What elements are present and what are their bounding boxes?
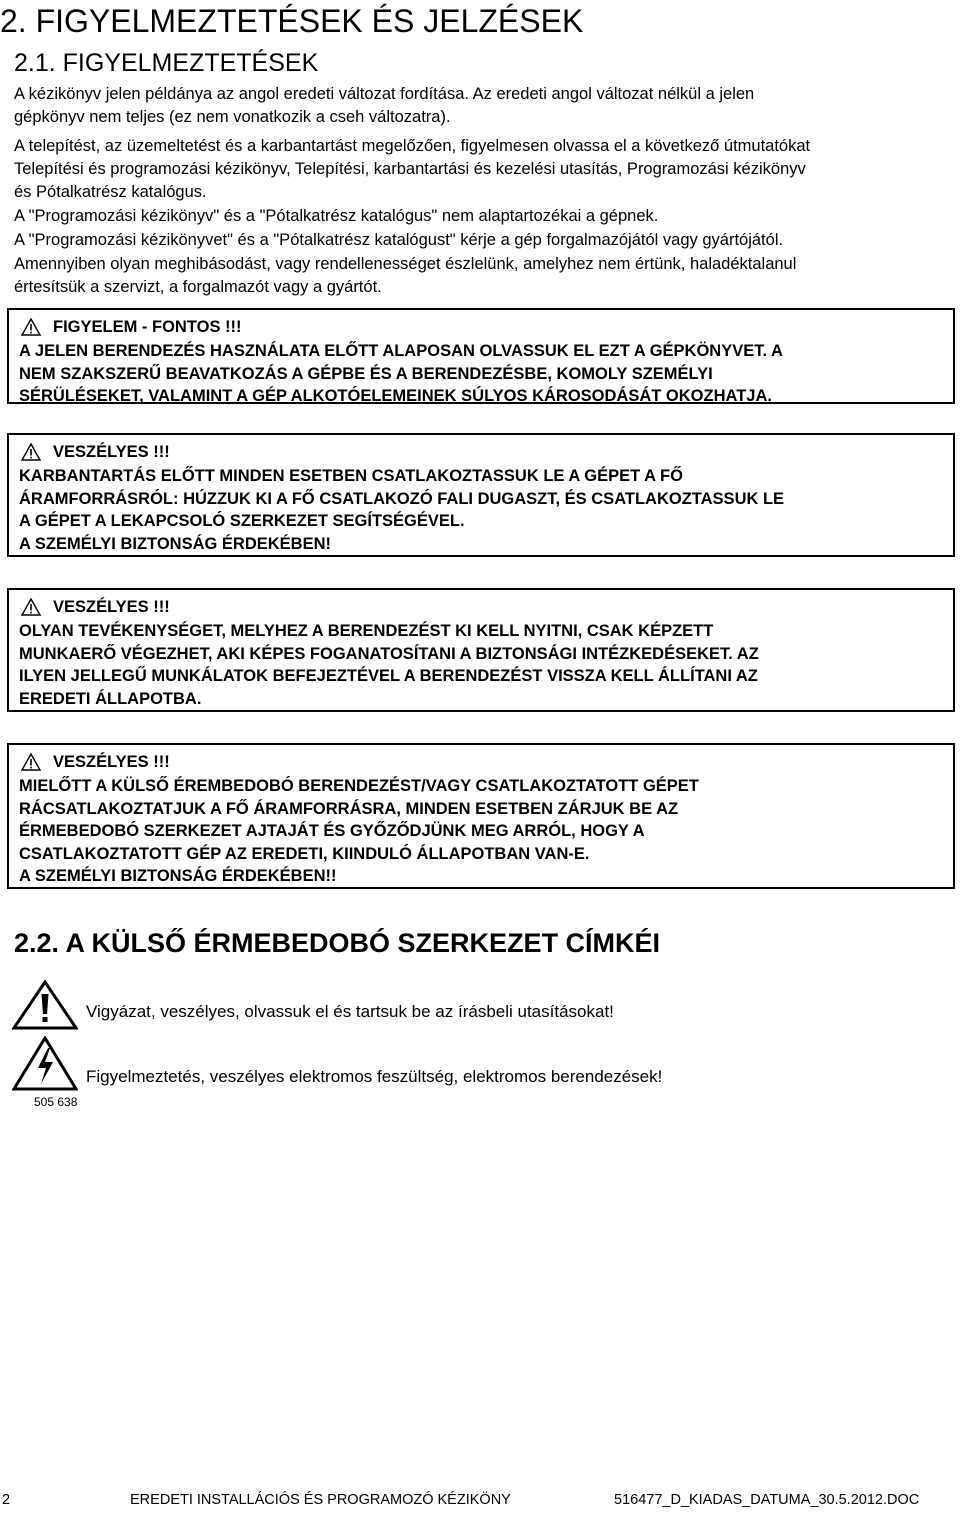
warning-line: OLYAN TEVÉKENYSÉGET, MELYHEZ A BERENDEZÉST KI KELL NYITNI, CSAK KÉPZETT	[19, 622, 714, 640]
warning-line: RÁCSATLAKOZTATJUK A FŐ ÁRAMFORRÁSRA, MINDEN ESETBEN ZÁRJUK BE AZ	[19, 799, 679, 818]
intro-line: A "Programozási kézikönyv" és a "Pótalkatrész katalógus" nem alaptartozékai a gépnek.	[14, 207, 659, 225]
warning-triangle-icon	[21, 443, 41, 461]
intro-line: A "Programozási kézikönyvet" és a "Pótalkatrész katalógust" kérje a gép forgalmazójától vagy gyártójától.	[14, 231, 784, 249]
label-part-number: 505 638	[34, 1095, 78, 1109]
intro-line: gépkönyv nem teljes (ez nem vonatkozik a cseh változatra).	[14, 108, 451, 126]
electric-hazard-icon	[12, 1036, 78, 1092]
warning-title: VESZÉLYES !!!	[53, 752, 170, 771]
warning-title: FIGYELEM - FONTOS !!!	[53, 317, 242, 336]
warning-line: ILYEN JELLEGŰ MUNKÁLATOK BEFEJEZTÉVEL A BERENDEZÉST VISSZA KELL ÁLLÍTANI AZ	[19, 667, 758, 685]
section-heading-2-1: 2.1. FIGYELMEZTETÉSEK	[14, 49, 319, 77]
warning-line: KARBANTARTÁS ELŐTT MINDEN ESETBEN CSATLAKOZTASSUK LE A GÉPET A FŐ	[19, 467, 683, 485]
intro-line: értesítsük a szervizt, a forgalmazót vagy a gyártót.	[14, 278, 382, 296]
warning-triangle-icon	[21, 598, 41, 616]
warning-triangle-icon	[12, 980, 78, 1030]
warning-line: ÁRAMFORRÁSRÓL: HÚZZUK KI A FŐ CSATLAKOZÓ FALI DUGASZT, ÉS CSATLAKOZTASSUK LE	[19, 489, 785, 508]
warning-box-danger	[7, 588, 955, 712]
warning-triangle-icon	[21, 753, 41, 771]
intro-line: és Pótalkatrész katalógus.	[14, 183, 207, 201]
warning-line: SÉRÜLÉSEKET, VALAMINT A GÉP ALKOTÓELEMEINEK SÚLYOS KÁROSODÁSÁT OKOZHATJA.	[19, 387, 772, 405]
warning-line: ÉRMEBEDOBÓ SZERKEZET AJTAJÁT ÉS GYŐZŐDJÜNK MEG ARRÓL, HOGY A	[19, 822, 645, 840]
intro-line: A telepítést, az üzemeltetést és a karbantartást megelőzően, figyelmesen olvassa el a következő útmutatókat	[14, 137, 811, 155]
warning-title: VESZÉLYES !!!	[53, 597, 170, 616]
section-heading-2-2: 2.2. A KÜLSŐ ÉRMEBEDOBÓ SZERKEZET CÍMKÉI	[14, 928, 661, 958]
intro-line: Telepítési és programozási kézikönyv, Telepítési, karbantartási és kezelési utasítás, Programozási kézikönyv	[14, 160, 806, 178]
warning-title: VESZÉLYES !!!	[53, 442, 170, 461]
warning-line: A JELEN BERENDEZÉS HASZNÁLATA ELŐTT ALAPOSAN OLVASSUK EL EZT A GÉPKÖNYVET. A	[19, 342, 783, 360]
intro-line: A kézikönyv jelen példánya az angol eredeti változat fordítása. Az eredeti angol változat nélkül a jelen	[14, 85, 755, 103]
warning-line: A SZEMÉLYI BIZTONSÁG ÉRDEKÉBEN!!	[19, 867, 337, 885]
warning-line: MUNKAERŐ VÉGEZHET, AKI KÉPES FOGANATOSÍTANI A BIZTONSÁGI INTÉZKEDÉSEKET. AZ	[19, 644, 759, 663]
warning-triangle-icon	[21, 318, 41, 336]
warning-line: NEM SZAKSZERŰ BEAVATKOZÁS A GÉPBE ÉS A BERENDEZÉSBE, KOMOLY SZEMÉLYI	[19, 364, 713, 383]
intro-line: Amennyiben olyan meghibásodást, vagy rendellenességet észlelünk, amelyhez nem értünk, haladéktalanul	[14, 255, 797, 273]
warning-line: EREDETI ÁLLAPOTBA.	[19, 689, 202, 708]
footer-doc-id: 516477_D_KIADAS_DATUMA_30.5.2012.DOC	[614, 1492, 920, 1508]
footer-title: EREDETI INSTALLÁCIÓS ÉS PROGRAMOZÓ KÉZIKÖNY	[130, 1492, 511, 1508]
warning-line: A SZEMÉLYI BIZTONSÁG ÉRDEKÉBEN!	[19, 534, 332, 553]
warning-line: A GÉPET A LEKAPCSOLÓ SZERKEZET SEGÍTSÉGÉVEL.	[19, 512, 465, 530]
warning-line: MIELŐTT A KÜLSŐ ÉREMBEDOBÓ BERENDEZÉST/VAGY CSATLAKOZTATOTT GÉPET	[19, 777, 699, 795]
warning-line: CSATLAKOZTATOTT GÉP AZ EREDETI, KIINDULÓ ÁLLAPOTBAN VAN-E.	[19, 844, 590, 863]
warning-box-danger	[7, 743, 955, 889]
footer-page-number: 2	[2, 1492, 11, 1508]
label-caption: Figyelmeztetés, veszélyes elektromos feszültség, elektromos berendezések!	[86, 1067, 663, 1086]
warning-box-important	[7, 308, 955, 404]
page-title: 2. FIGYELMEZTETÉSEK ÉS JELZÉSEK	[0, 3, 584, 39]
warning-box-danger	[7, 433, 955, 557]
label-caption: Vigyázat, veszélyes, olvassuk el és tartsuk be az írásbeli utasításokat!	[86, 1002, 614, 1021]
